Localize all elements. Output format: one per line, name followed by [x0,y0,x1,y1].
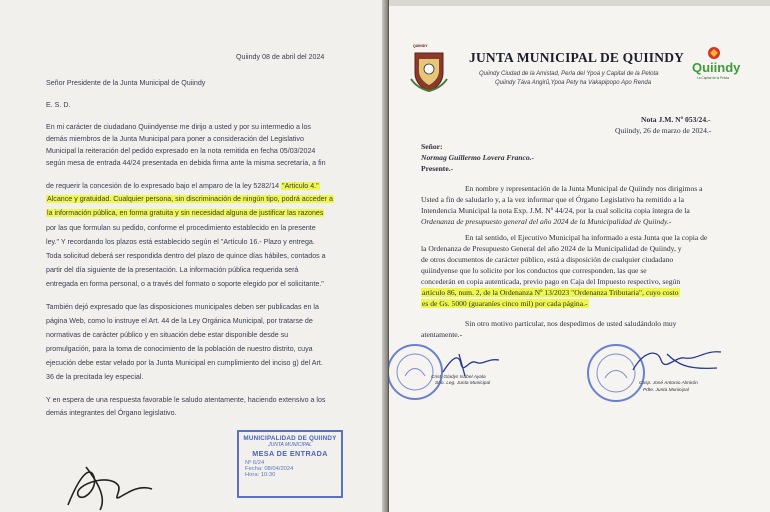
text-line: página Web, como lo instruye el Art. 44 de la Ley Orgánica Municipal, por tratarse de [46,317,313,325]
header-title: JUNTA MUNICIPAL DE QUIINDY [469,50,685,65]
stamp-line: MUNICIPALIDAD DE QUIINDY [243,435,337,442]
logo-tagline: La Capital de la Pelota [697,76,730,80]
text-line: Intendencia Municipal la nota Exp. J.M. Nº 44/24, por la cual solicita copia íntegra de la [421,206,690,215]
text-line: Y en espera de una respuesta favorable le saludo atentamente, haciendo extensivo a los [46,396,326,404]
text-line: En mi carácter de ciudadano Quiindyense me dirijo a usted y por su intermedio a los [46,123,311,131]
presente: Presente.- [421,164,454,173]
text-line: ley." Y recordando los plazos está establecido según el "Artículo 16.- Plazo y entrega. [46,238,315,246]
text-line: En nombre y representación de la Junta Municipal de Quiindy nos dirigimos a [465,184,703,193]
text-line: Sin otro motivo particular, nos despedimos de usted saludándolo muy [465,319,677,328]
header-subtitle: Quiindy Ciudad de la Amistad, Perla del Ypoá y Capital de la Pelota [479,71,659,77]
right-letter-page [389,0,770,512]
crest-label: QUIINDY [413,44,428,48]
text-line: de requerir la concesión de lo expresado bajo el amparo de la ley 5282/14 [46,182,282,190]
text-line: concederán en copia autenticada, previo pago en Caja del Impuesto respectivo, según [421,277,681,286]
letter-date: Quiindy 08 de abril del 2024 [236,53,325,61]
text-line: En tal sentido, el Ejecutivo Municipal ha informado a esta Junta que la copia de [465,233,708,242]
highlighted-text: Alcance y gratuidad. Cualquier persona, sin discriminación de ningún tipo, podrá acceder a [47,195,333,203]
stamp-line: JUNTA MUNICIPAL [268,442,312,448]
text-line: quiindyense que lo solicite por los conductos que corresponden, las que se [421,266,647,275]
text-line: normativas de carácter público y en situación debe estar disponible desde su [46,331,289,339]
secretary-name: Crist. Gladys Isabel Ayala [431,375,486,380]
text-line: También dejó expresado que las disposiciones municipales deben ser publicadas en la [46,303,319,311]
stamp-line: Fecha: 08/04/2024 [245,466,294,472]
text-line: entregada en forma personal, o a través del formato o soporte elegido por el solicitante." [46,280,324,288]
stamp-line: Nº 6/24 [245,460,265,466]
text-line: según mesa de entrada 44/24 presentada en debida firma ante la misma secretaría, a fin [46,159,326,167]
text-line: Ordenanza de presupuesto general del año 2024 de la Municipalidad de Quiindy.- [421,217,672,226]
president-role: Pdte. Junta Municipal [643,388,689,393]
text-line: demás miembros de la Junta Municipal para poner a consideración del Legislativo [46,135,304,143]
highlighted-text: artículo 86, num. 2, de la Ordenanza Nº 13/2023 "Ordenanza Tributaria", cuyo costo [422,288,679,297]
text-line: demás integrantes del Órgano legislativo. [46,409,177,417]
quiindy-crest-icon [409,45,449,93]
text-line: promulgación, para la toma de conocimiento de la población de nuestro distrito, cuya [46,345,313,353]
highlighted-text: "Articulo 4." [282,182,319,190]
signature-president [627,344,727,380]
esd-line: E. S. D. [46,101,71,109]
highlighted-text: es de Gs. 5000 (guaraníes cinco mil) por cada página.- [422,299,588,308]
salutation: Señor: [421,142,443,151]
text-line: atentamente.- [421,330,463,339]
text-line: Municipal la reiteración del pedido expresado en la nota remitida en fecha 05/03/2024 [46,147,316,155]
recipient-name: Normag Guillermo Lovera Franco.- [421,153,535,162]
junta-seal-stamp-left [389,344,443,400]
text-line: la Ordenanza de Presupuesto General del año 2024 de la Municipalidad de Quiindy, y [421,244,682,253]
stamp-line: MESA DE ENTRADA [252,449,328,458]
text-line: Toda solicitud deberá ser respondida dentro del plazo de quince días hábiles, contados a [46,252,326,260]
text-line: Usted a fin de saludarlo y, a la vez informar que el Órgano Legislativo ha remitido a la [421,195,684,204]
quiindy-logo-icon [707,46,721,60]
highlighted-text: la información pública, en forma gratuita y sin necesidad alguna de justificar las razones [47,209,324,217]
text-line: por las que formulan su pedido, conforme el procedimiento establecido en la presente [46,224,316,232]
text-line: de otros documentos de carácter público, está a disposición de cualquier ciudadano [421,255,674,264]
text-line: ejecución debe estar velado por la Junta Municipal en cumplimiento del inciso g) del Art. [46,359,323,367]
nota-number: Nota J.M. Nº 053/24.- [641,115,711,124]
text-line: 36 de la precitada ley especial. [46,373,144,381]
mesa-de-entrada-stamp [237,430,343,498]
text-line: partir del día siguiente de la presentación. La información pública requerida será [46,266,299,274]
secretary-role: Srio. Leg. Junta Municipal [435,381,491,386]
addressee: Señor Presidente de la Junta Municipal de Quiindy [46,79,206,87]
quiindy-logo-text: Quiindy [692,60,741,75]
header-subtitle-guarani: Quiindy Táva Angirũ,Ypoa Pety ha Vakapipopo Apo Renda [495,80,652,86]
president-name: Cosp. José Antonio Almirón [639,381,698,386]
letter-date: Quiindy, 26 de marzo de 2024.- [615,126,712,135]
signature [60,455,170,512]
stamp-line: Hora: 10:30 [245,472,276,478]
